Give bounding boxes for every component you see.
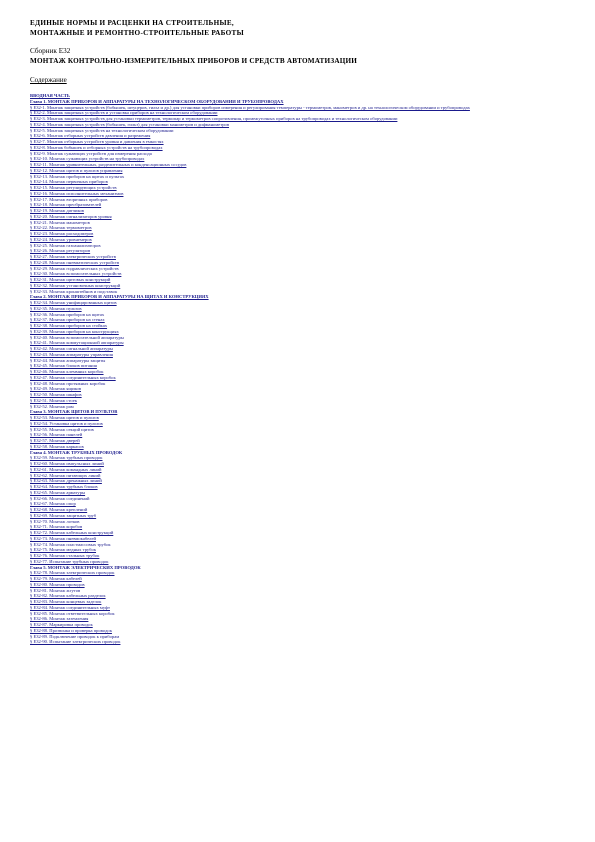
toc-entry-link[interactable]: § Е32-63. Монтаж дренажных линий xyxy=(30,478,102,484)
toc-entry-link[interactable]: § Е32-3. Монтаж защитных устройств для установки термометров, термопар и термометров сопротивления, промежуточных приборов на трубопроводах и технологическом оборудовании xyxy=(30,116,398,121)
toc-entry-link[interactable]: § Е32-52. Монтаж рам xyxy=(30,403,74,409)
toc-entry-link[interactable]: § Е32-66. Монтаж соединений xyxy=(30,495,90,501)
toc-entry-link[interactable]: § Е32-35. Монтаж пультов xyxy=(30,305,82,311)
toc-entry-link[interactable]: § Е32-22. Монтаж термометров xyxy=(30,225,92,231)
toc-entry-link[interactable]: § Е32-73. Монтаж пневмокабелей xyxy=(30,535,96,541)
toc-entry-link[interactable]: § Е32-42. Монтаж сигнальной аппаратуры xyxy=(30,346,113,351)
toc-entry-link[interactable]: § Е32-89. Подключение проводок к приборам xyxy=(30,633,120,639)
toc-entry-link[interactable]: § Е32-29. Монтаж гидравлических устройств xyxy=(30,265,119,271)
toc-entry-link[interactable]: § Е32-86. Монтаж заземления xyxy=(30,616,89,622)
toc-entry-link[interactable]: § Е32-36. Монтаж приборов на щитах xyxy=(30,311,105,317)
toc-entry-link[interactable]: § Е32-48. Монтаж протяжных коробок xyxy=(30,380,106,386)
toc-entry-link[interactable]: § Е32-83. Монтаж концевых заделок xyxy=(30,599,102,604)
toc-entry-link[interactable]: § Е32-5. Монтаж защитных устройств на технологическом оборудовании xyxy=(30,127,174,133)
toc-entry-link[interactable]: § Е32-32. Монтаж установочных конструкций xyxy=(30,282,121,288)
toc-section-link[interactable]: Глава 5. МОНТАЖ ЭЛЕКТРИЧЕСКИХ ПРОВОДОК xyxy=(30,564,141,570)
toc-entry-link[interactable]: § Е32-6. Монтаж отборных устройств давления и разрежения xyxy=(30,133,151,139)
toc-entry-link[interactable]: § Е32-68. Монтаж креплений xyxy=(30,507,88,512)
document-title xyxy=(30,18,565,38)
toc-entry-link[interactable]: § Е32-67. Монтаж опор xyxy=(30,501,76,507)
toc-entry-link[interactable]: § Е32-23. Монтаж расходомеров xyxy=(30,231,94,236)
toc-entry-link[interactable]: § Е32-74. Монтаж пластмассовых трубок xyxy=(30,541,111,547)
collection-header xyxy=(30,46,565,66)
toc-entry-link[interactable]: § Е32-20. Монтаж сигнализаторов уровня xyxy=(30,213,112,219)
toc-entry-link[interactable]: § Е32-12. Монтаж щитов и пультов управления xyxy=(30,167,123,173)
toc-entry-link[interactable]: § Е32-82. Монтаж кабельных разделок xyxy=(30,593,106,599)
toc-entry-link[interactable]: § Е32-76. Монтаж стальных трубок xyxy=(30,553,100,558)
toc-entry-link[interactable]: § Е32-26. Монтаж регуляторов xyxy=(30,248,91,254)
toc-entry-link[interactable]: § Е32-69. Монтаж защитных труб xyxy=(30,512,97,518)
toc-entry-link[interactable]: § Е32-43. Монтаж аппаратуры управления xyxy=(30,351,113,357)
toc-entry-link[interactable]: § Е32-77. Испытание трубных проводок xyxy=(30,558,109,564)
toc-entry-link[interactable]: § Е32-15. Монтаж регулирующих устройств xyxy=(30,185,117,190)
toc-entry-link[interactable]: § Е32-64. Монтаж трубных блоков xyxy=(30,484,98,489)
toc-entry-link[interactable]: § Е32-28. Монтаж пневматических устройств xyxy=(30,259,120,265)
toc-entry-link[interactable]: § Е32-49. Монтаж ящиков xyxy=(30,386,81,392)
toc-entry-link[interactable]: § Е32-13. Монтаж приборов на щитах и пультах xyxy=(30,173,125,179)
toc-entry-link[interactable]: § Е32-50. Монтаж шкафов xyxy=(30,392,82,397)
toc-entry-link[interactable]: § Е32-31. Монтаж щитовых конструкций xyxy=(30,277,111,282)
toc-entry-link[interactable]: § Е32-65. Монтаж арматуры xyxy=(30,489,86,495)
title-line-2: МОНТАЖНЫЕ И РЕМОНТНО-СТРОИТЕЛЬНЫЕ РАБОТЫ xyxy=(30,29,245,37)
toc-entry-link[interactable]: § Е32-38. Монтаж приборов на стойках xyxy=(30,323,108,328)
toc-entry-link[interactable]: § Е32-45. Монтаж блоков питания xyxy=(30,363,97,369)
collection-label: Сборник Е32 xyxy=(30,47,71,55)
title-line-1: ЕДИНЫЕ НОРМЫ И РАСЦЕНКИ НА СТРОИТЕЛЬНЫЕ, xyxy=(30,19,235,27)
toc-entry-link[interactable]: § Е32-27. Монтаж электрических устройств xyxy=(30,254,116,259)
toc-section-link[interactable]: Глава 1. МОНТАЖ ПРИБОРОВ И АППАРАТУРЫ НА ТЕХНОЛОГИЧЕСКОМ ОБОРУДОВАНИИ И ТРУБОПРОВОДАХ xyxy=(30,98,284,104)
toc-entry-link[interactable]: § Е32-8. Монтаж бобышек и отборных устройств на трубопроводах xyxy=(30,144,163,150)
toc-entry-link[interactable]: § Е32-10. Монтаж сужающих устройств на трубопроводах xyxy=(30,156,145,162)
toc-entry-link[interactable]: § Е32-54. Установка щитов и пультов xyxy=(30,420,103,426)
toc-entry-link[interactable]: § Е32-2. Монтаж защитных устройств и установка приборов на технологическом оборудовании xyxy=(30,110,218,116)
toc-entry-link[interactable]: § Е32-56. Монтаж панелей xyxy=(30,432,83,438)
table-of-contents xyxy=(30,93,565,645)
toc-entry-link[interactable]: § Е32-9. Монтаж сужающих устройств для измерения расхода xyxy=(30,150,152,156)
toc-entry-link[interactable]: § Е32-84. Монтаж соединительных муфт xyxy=(30,604,110,610)
toc-entry-link[interactable]: § Е32-16. Монтаж исполнительных механизмов xyxy=(30,190,124,196)
toc-entry-link[interactable]: § Е32-57. Монтаж дверей xyxy=(30,438,80,443)
toc-entry-link[interactable]: § Е32-72. Монтаж кабельных конструкций xyxy=(30,530,114,535)
toc-entry-link[interactable]: § Е32-53. Монтаж щитов и пультов xyxy=(30,415,99,420)
toc-section-link[interactable]: Глава 2. МОНТАЖ ПРИБОРОВ И АППАРАТУРЫ НА ЩИТАХ И КОНСТРУКЦИЯХ xyxy=(30,294,209,300)
toc-section-link[interactable]: Глава 4. МОНТАЖ ТРУБНЫХ ПРОВОДОК xyxy=(30,449,123,455)
toc-entry-link[interactable]: § Е32-51. Монтаж стоек xyxy=(30,397,78,403)
toc-entry-link[interactable]: § Е32-62. Монтаж питающих линий xyxy=(30,472,101,478)
toc-entry-link[interactable]: § Е32-46. Монтаж клеммных коробок xyxy=(30,369,104,374)
toc-entry-link[interactable]: § Е32-34. Монтаж унифицированных щитов xyxy=(30,300,117,305)
toc-entry-link[interactable]: § Е32-21. Монтаж манометров xyxy=(30,219,90,225)
contents-heading: Содержание xyxy=(30,76,67,84)
toc-entry-link[interactable]: § Е32-39. Монтаж приборов на конструкциях xyxy=(30,328,119,334)
toc-section-link[interactable]: Глава 3. МОНТАЖ ЩИТОВ И ПУЛЬТОВ xyxy=(30,409,118,415)
toc-entry-link[interactable]: § Е32-14. Монтаж первичных приборов xyxy=(30,179,108,185)
toc-entry-link[interactable]: § Е32-71. Монтаж коробов xyxy=(30,524,83,530)
toc-entry-link[interactable]: § Е32-44. Монтаж аппаратуры защиты xyxy=(30,357,106,363)
toc-entry-link[interactable]: § Е32-17. Монтаж вторичных приборов xyxy=(30,196,108,202)
toc-entry-link[interactable]: § Е32-61. Монтаж командных линий xyxy=(30,466,102,472)
toc-entry-link[interactable]: § Е32-81. Монтаж жгутов xyxy=(30,587,81,593)
toc-entry-link[interactable]: § Е32-85. Монтаж ответвительных коробок xyxy=(30,610,115,616)
toc-entry-link[interactable]: § Е32-24. Монтаж уровнемеров xyxy=(30,236,92,242)
toc-entry-link[interactable]: § Е32-58. Монтаж каркасов xyxy=(30,443,84,449)
toc-entry-link[interactable]: § Е32-11. Монтаж уравнительных, разделительных и конденсационных сосудов xyxy=(30,162,187,167)
toc-entry-link[interactable]: § Е32-88. Прозвонка и проверка проводок xyxy=(30,627,112,633)
toc-entry-link[interactable]: § Е32-18. Монтаж преобразователей xyxy=(30,202,102,208)
toc-entry-link[interactable]: § Е32-40. Монтаж вспомогательной аппаратуры xyxy=(30,334,124,340)
toc-entry-link[interactable]: § Е32-59. Монтаж трубных проводок xyxy=(30,455,103,461)
toc-entry-link[interactable]: § Е32-41. Монтаж коммутационной аппаратуры xyxy=(30,340,124,346)
toc-entry-link[interactable]: § Е32-79. Монтаж кабелей xyxy=(30,576,82,581)
toc-entry-link[interactable]: § Е32-55. Монтаж секций щитов xyxy=(30,426,94,432)
toc-entry-link[interactable]: § Е32-87. Маркировка проводок xyxy=(30,622,93,627)
toc-entry-link[interactable]: § Е32-47. Монтаж соединительных коробок xyxy=(30,374,116,380)
toc-entry-link[interactable]: § Е32-4. Монтаж защитных устройств (бобышек, гильз) для установки манометров и дифманометров xyxy=(30,121,230,127)
toc-entry-link[interactable]: § Е32-33. Монтаж кронштейнов и подставок xyxy=(30,288,118,294)
toc-entry-link[interactable]: § Е32-37. Монтаж приборов на стенах xyxy=(30,317,105,323)
toc-entry-link[interactable]: § Е32-30. Монтаж вспомогательных устройств xyxy=(30,271,122,277)
toc-section-link[interactable]: ВВОДНАЯ ЧАСТЬ xyxy=(30,93,70,98)
toc-entry-link[interactable]: § Е32-80. Монтаж проводов xyxy=(30,581,85,587)
toc-entry-link[interactable]: § Е32-78. Монтаж электрических проводок xyxy=(30,570,115,576)
toc-entry-link[interactable]: § Е32-7. Монтаж отборных устройств уровня и давления в емкостях xyxy=(30,139,164,144)
toc-entry-link[interactable]: § Е32-90. Испытание электрических проводок xyxy=(30,639,121,645)
toc-entry-link[interactable]: § Е32-19. Монтаж датчиков xyxy=(30,208,84,213)
toc-entry-link[interactable]: § Е32-1. Монтаж защитных устройств (бобышек, штуцеров, гильз и др.) для установки приборов измерения и регулирования температуры - термометров, манометров и др. на технологическом оборудовании и трубопроводах xyxy=(30,104,470,110)
toc-entry-link[interactable]: § Е32-70. Монтаж лотков xyxy=(30,518,80,524)
toc-entry-link[interactable]: § Е32-25. Монтаж газоанализаторов xyxy=(30,242,101,248)
toc-entry-link[interactable]: § Е32-60. Монтаж импульсных линий xyxy=(30,461,104,466)
toc-entry-link[interactable]: § Е32-75. Монтаж медных трубок xyxy=(30,547,97,553)
collection-subtitle: МОНТАЖ КОНТРОЛЬНО-ИЗМЕРИТЕЛЬНЫХ ПРИБОРОВ И СРЕДСТВ АВТОМАТИЗАЦИИ xyxy=(30,57,358,65)
